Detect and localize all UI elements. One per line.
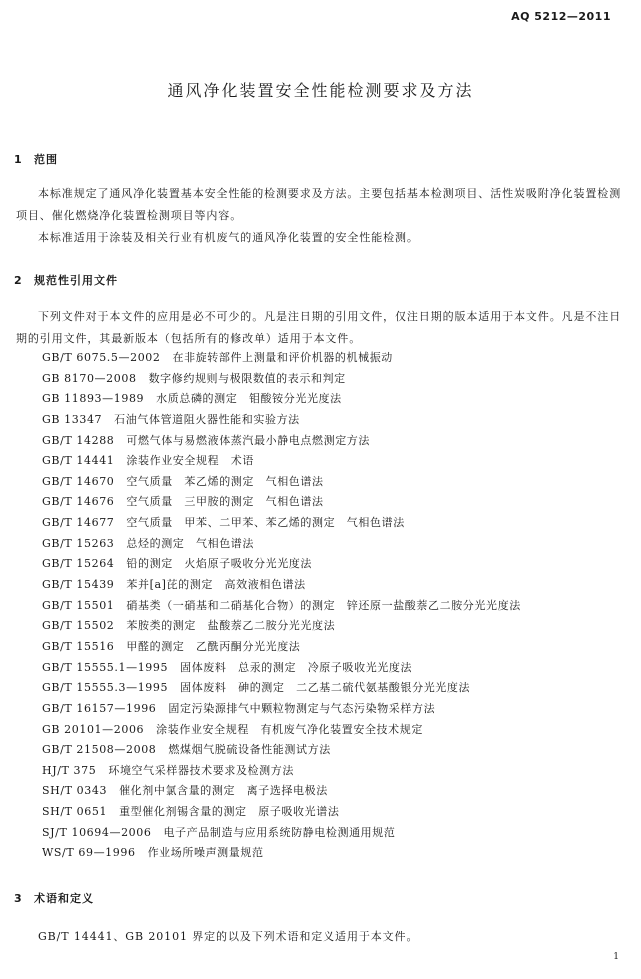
section-number: 3 xyxy=(14,892,23,905)
reference-code: SH/T 0343 xyxy=(42,784,108,798)
section-heading-normative-references xyxy=(14,272,118,288)
document-title: 通风净化装置安全性能检测要求及方法 xyxy=(167,81,474,100)
reference-item xyxy=(42,720,521,741)
section-number: 1 xyxy=(14,153,23,166)
reference-item xyxy=(42,802,521,823)
reference-title: 空气质量 苯乙烯的测定 气相色谱法 xyxy=(126,474,324,488)
reference-item xyxy=(42,843,521,864)
reference-code: GB/T 6075.5—2002 xyxy=(42,351,161,364)
reference-item xyxy=(42,554,521,575)
reference-title: 在非旋转部件上测量和评价机器的机械振动 xyxy=(172,351,393,364)
reference-title: 苯胺类的测定 盐酸萘乙二胺分光光度法 xyxy=(126,619,336,633)
reference-code: GB/T 15439 xyxy=(42,578,115,592)
reference-code: GB 20101—2006 xyxy=(42,722,145,736)
reference-code: GB 8170—2008 xyxy=(42,371,137,385)
reference-title: 数字修约规则与极限数值的表示和判定 xyxy=(148,371,346,385)
reference-title: 可燃气体与易燃液体蒸汽最小静电点燃测定方法 xyxy=(126,433,371,447)
reference-item xyxy=(42,761,521,782)
reference-title: 电子产品制造与应用系统防静电检测通用规范 xyxy=(163,825,396,839)
reference-item xyxy=(42,637,521,658)
reference-code: GB/T 21508—2008 xyxy=(42,743,157,757)
reference-code: GB/T 15264 xyxy=(42,557,115,571)
references-intro-paragraph: 下列文件对于本文件的应用是必不可少的。凡是注日期的引用文件，仅注日期的版本适用于本文件。凡是不注日期的引用文件，其最新版本（包括所有的修改单）适用于本文件。 xyxy=(16,310,622,345)
reference-title: 空气质量 三甲胺的测定 气相色谱法 xyxy=(126,495,324,509)
reference-title: 硝基类（一硝基和二硝基化合物）的测定 锌还原一盐酸萘乙二胺分光光度法 xyxy=(126,598,521,612)
reference-item xyxy=(42,389,521,410)
reference-item xyxy=(42,823,521,844)
reference-title: 重型催化剂锡含量的测定 原子吸收光谱法 xyxy=(119,805,340,819)
reference-item xyxy=(42,534,521,555)
scope-paragraph-1: 本标准规定了通风净化装置基本安全性能的检测要求及方法。主要包括基本检测项目、活性炭吸附净化装置检测项目、催化燃烧净化装置检测项目等内容。 xyxy=(16,187,622,222)
reference-code: SH/T 0651 xyxy=(42,805,108,819)
reference-item xyxy=(42,410,521,431)
reference-item xyxy=(42,431,521,452)
terms-intro-paragraph: GB/T 14441、GB 20101 界定的以及下列术语和定义适用于本文件。 xyxy=(38,930,419,943)
section-heading-scope xyxy=(14,151,58,167)
reference-item xyxy=(42,472,521,493)
reference-title: 甲醛的测定 乙酰丙酮分光光度法 xyxy=(126,639,301,653)
reference-title: 固体废料 砷的测定 二乙基二硫代氨基酸银分光光度法 xyxy=(180,681,471,695)
section-title: 规范性引用文件 xyxy=(34,274,118,287)
reference-title: 铅的测定 火焰原子吸收分光光度法 xyxy=(126,557,313,571)
reference-code: HJ/T 375 xyxy=(42,763,97,777)
section-title: 术语和定义 xyxy=(34,892,94,905)
reference-item xyxy=(42,781,521,802)
reference-title: 涂装作业安全规程 有机废气净化装置安全技术规定 xyxy=(156,722,423,736)
reference-code: GB/T 14677 xyxy=(42,516,115,530)
reference-code: GB/T 14670 xyxy=(42,474,115,488)
reference-code: SJ/T 10694—2006 xyxy=(42,825,152,839)
reference-item xyxy=(42,740,521,761)
reference-title: 石油气体管道阻火器性能和实验方法 xyxy=(114,412,300,426)
reference-item xyxy=(42,699,521,720)
reference-title: 环境空气采样器技术要求及检测方法 xyxy=(108,763,294,777)
reference-title: 空气质量 甲苯、二甲苯、苯乙烯的测定 气相色谱法 xyxy=(126,516,405,530)
reference-item xyxy=(42,492,521,513)
page-number: 1 xyxy=(613,952,619,962)
reference-code: GB/T 15502 xyxy=(42,619,115,633)
reference-title: 总烃的测定 气相色谱法 xyxy=(126,536,255,550)
section-title: 范围 xyxy=(34,153,58,166)
reference-title: 固定污染源排气中颗粒物测定与气态污染物采样方法 xyxy=(168,701,436,715)
section-number: 2 xyxy=(14,274,23,287)
reference-code: GB/T 15516 xyxy=(42,639,115,653)
reference-item xyxy=(42,348,521,369)
reference-code: GB 13347 xyxy=(42,412,103,426)
reference-code: WS/T 69—1996 xyxy=(42,846,136,860)
reference-code: GB/T 14441 xyxy=(42,454,115,468)
reference-item xyxy=(42,369,521,390)
reference-title: 苯并[a]芘的测定 高效液相色谱法 xyxy=(126,578,306,592)
reference-item xyxy=(42,658,521,679)
scope-paragraph-2: 本标准适用于涂装及相关行业有机废气的通风净化装置的安全性能检测。 xyxy=(38,231,419,244)
reference-list xyxy=(42,348,521,864)
reference-code: GB/T 15501 xyxy=(42,598,115,612)
reference-code: GB/T 15555.1—1995 xyxy=(42,660,169,674)
reference-item xyxy=(42,451,521,472)
reference-code: GB/T 14676 xyxy=(42,495,115,509)
reference-title: 水质总磷的测定 钼酸铵分光光度法 xyxy=(156,392,342,406)
reference-title: 作业场所噪声测量规范 xyxy=(147,846,264,860)
reference-code: GB/T 15263 xyxy=(42,536,115,550)
reference-item xyxy=(42,575,521,596)
reference-item xyxy=(42,678,521,699)
reference-code: GB/T 16157—1996 xyxy=(42,701,157,715)
standard-code: AQ 5212—2011 xyxy=(511,10,611,23)
reference-title: 涂装作业安全规程 术语 xyxy=(126,454,255,468)
reference-code: GB/T 14288 xyxy=(42,433,115,447)
reference-item xyxy=(42,596,521,617)
reference-item xyxy=(42,616,521,637)
reference-title: 燃煤烟气脱硫设备性能测试方法 xyxy=(168,743,331,757)
reference-code: GB/T 15555.3—1995 xyxy=(42,681,169,695)
reference-title: 催化剂中氯含量的测定 离子选择电极法 xyxy=(119,784,328,798)
reference-code: GB 11893—1989 xyxy=(42,392,145,406)
reference-title: 固体废料 总汞的测定 冷原子吸收光光度法 xyxy=(180,660,413,674)
section-heading-terms-and-definitions xyxy=(14,890,94,906)
reference-item xyxy=(42,513,521,534)
